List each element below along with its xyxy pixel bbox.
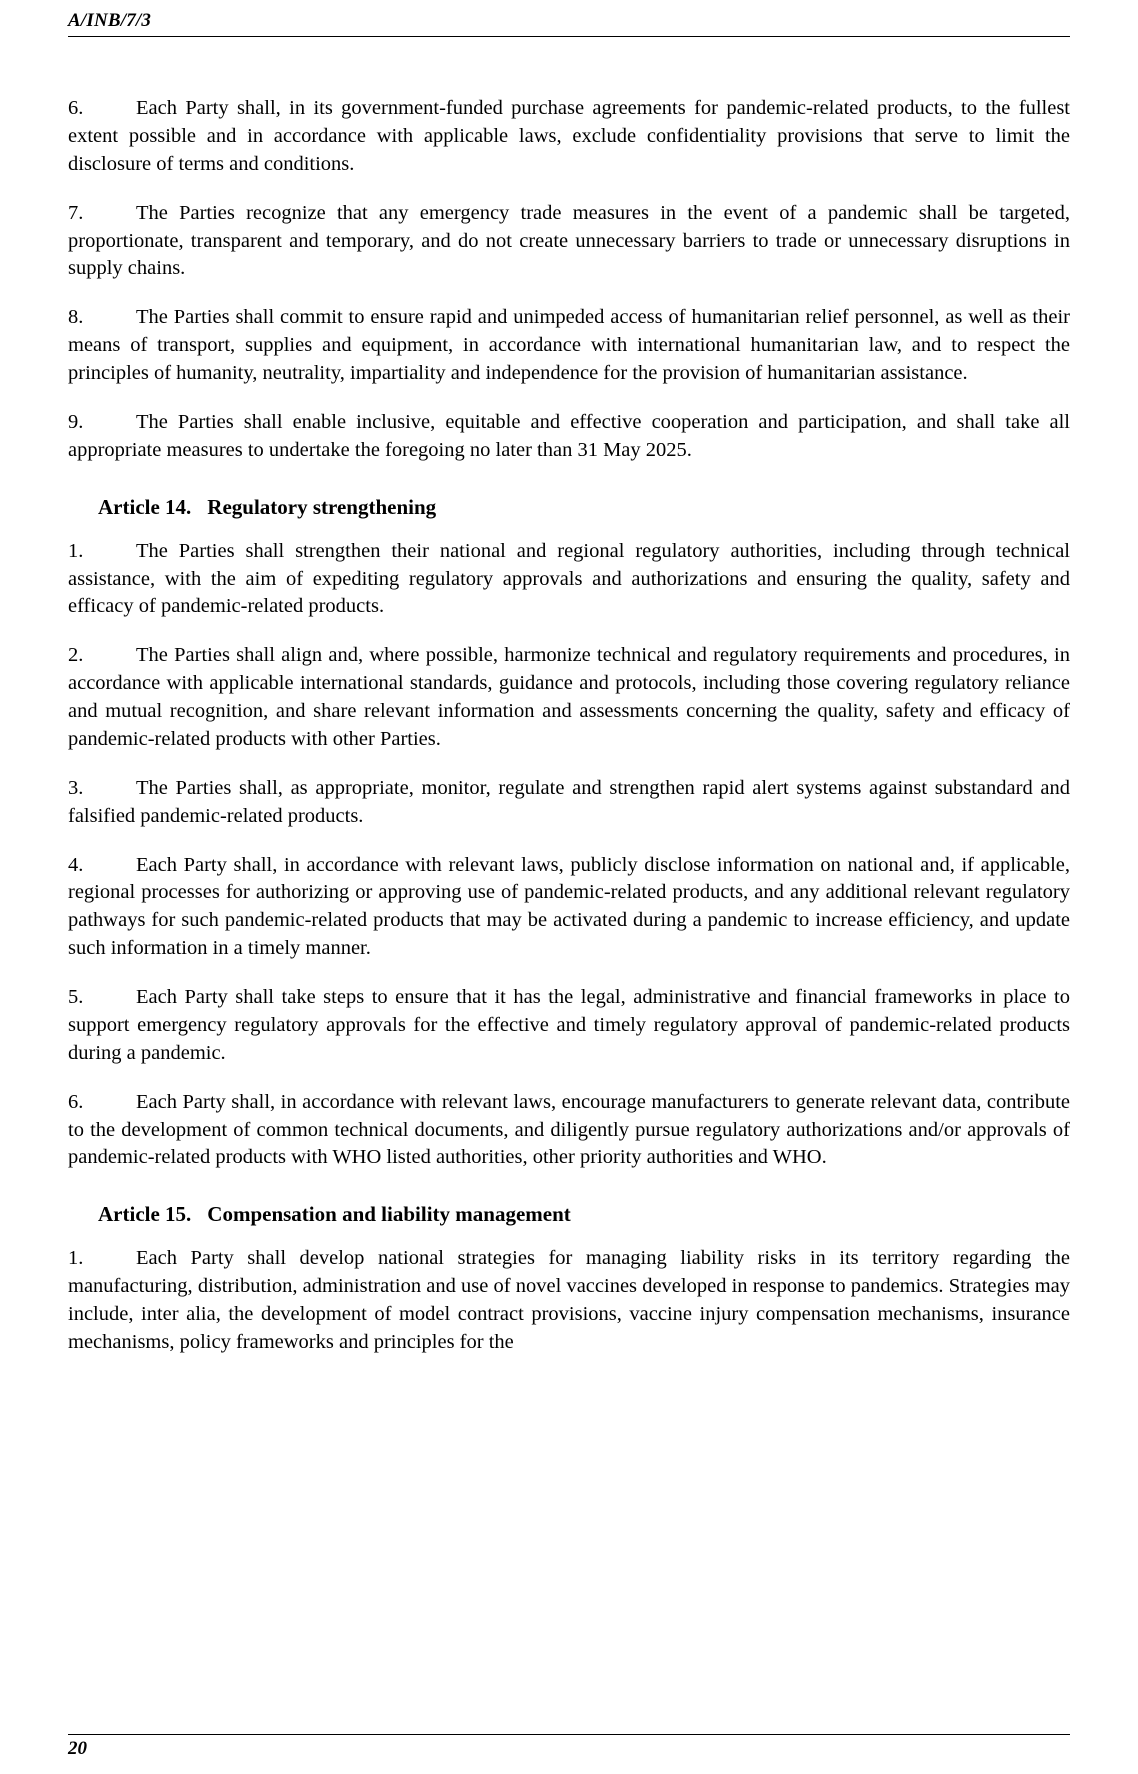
page-number: 20 [68,1738,87,1759]
paragraph [68,852,1070,964]
paragraph [68,538,1070,622]
article-title: Compensation and liability management [207,1202,571,1227]
paragraph-number: 1. [68,1247,84,1270]
paragraph-number: 2. [68,644,84,667]
paragraph-number: 3. [68,776,84,799]
paragraph-number: 7. [68,201,84,224]
article-label: Article 15. [98,1202,192,1227]
paragraph [68,95,1070,179]
paragraph-text: The Parties shall, as appropriate, monitor, regulate and strengthen rapid alert systems against substandard and falsified pandemic-related products. [68,776,1070,827]
paragraph-text: The Parties recognize that any emergency trade measures in the event of a pandemic shall be targeted, proportionate, transparent and temporary, and do not create unnecessary barriers to trade or unnecessary disruptions in supply chains. [68,201,1070,280]
paragraph-text: Each Party shall, in its government-funded purchase agreements for pandemic-related products, to the fullest extent possible and in accordance with applicable laws, exclude confidentiality provisions that serve to limit the disclosure of terms and conditions. [68,97,1070,175]
article-heading-14 [68,495,1070,520]
paragraph-text: Each Party shall, in accordance with relevant laws, encourage manufacturers to generate relevant data, contribute to the development of common technical documents, and diligently pursue regulatory authorizations and/or approvals of pandemic-related products with WHO listed authorities, other priority authorities and WHO. [68,1090,1070,1169]
paragraph [68,1089,1070,1173]
paragraph [68,1245,1070,1357]
document-symbol: A/INB/7/3 [68,10,152,31]
page-header [68,0,1070,37]
paragraph-text: The Parties shall align and, where possible, harmonize technical and regulatory requirements and procedures, in accordance with applicable international standards, guidance and protocols, including those covering regulatory reliance and mutual recognition, and share relevant information and assessments concerning the quality, safety and efficacy of pandemic-related products with other Parties. [68,644,1070,750]
paragraph-number: 9. [68,410,84,433]
page-content [68,37,1070,1774]
paragraph-text: Each Party shall develop national strategies for managing liability risks in its territory regarding the manufacturing, distribution, administration and use of novel vaccines developed in response to pandemics. Strategies may include, inter alia, the development of model contract provisions, vaccine injury compensation mechanisms, insurance mechanisms, policy frameworks and principles for the [68,1247,1070,1353]
paragraph [68,304,1070,388]
paragraph-number: 6. [68,1090,84,1113]
paragraph-text: The Parties shall enable inclusive, equitable and effective cooperation and participation, and shall take all appropriate measures to undertake the foregoing no later than 31 May 2025. [68,410,1070,461]
paragraph-number: 8. [68,306,84,329]
paragraph-number: 1. [68,539,84,562]
paragraph [68,642,1070,754]
article-heading-15 [68,1202,1070,1227]
paragraph-text: Each Party shall take steps to ensure that it has the legal, administrative and financial frameworks in place to support emergency regulatory approvals for the effective and timely regulatory approval of pandemic-related products during a pandemic. [68,986,1070,1064]
paragraph-text: The Parties shall commit to ensure rapid and unimpeded access of humanitarian relief personnel, as well as their means of transport, supplies and equipment, in accordance with international humanitarian law, and to respect the principles of humanity, neutrality, impartiality and independence for the provision of humanitarian assistance. [68,306,1070,384]
paragraph-text: Each Party shall, in accordance with relevant laws, publicly disclose information on national and, if applicable, regional processes for authorizing or approving use of pandemic-related products, and any additional relevant regulatory pathways for such pandemic-related products that may be activated during a pandemic to increase efficiency, and update such information in a timely manner. [68,853,1070,960]
paragraph-number: 5. [68,986,84,1008]
paragraph-text: The Parties shall strengthen their national and regional regulatory authorities, including through technical assistance, with the aim of expediting regulatory approvals and authorizations and ensuring the quality, safety and efficacy of pandemic-related products. [68,539,1070,618]
paragraph-number: 6. [68,97,84,119]
paragraph [68,409,1070,465]
paragraph [68,984,1070,1068]
page-footer [68,1734,1070,1760]
article-label: Article 14. [98,494,192,519]
paragraph-number: 4. [68,853,84,876]
paragraph [68,200,1070,284]
article-title: Regulatory strengthening [207,494,437,519]
paragraph [68,775,1070,831]
